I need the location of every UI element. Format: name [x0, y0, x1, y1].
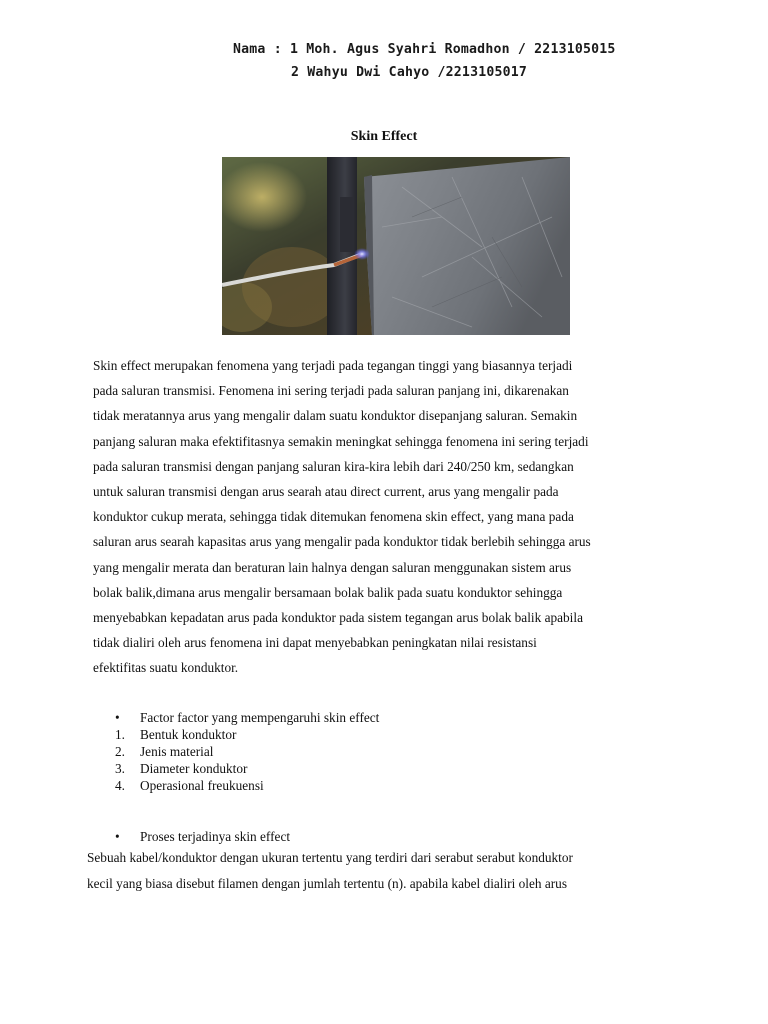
skin-effect-photo: [222, 157, 570, 335]
bullet-marker: •: [115, 829, 120, 844]
list-item-text: Jenis material: [140, 744, 214, 759]
factors-heading: Factor factor yang mempengaruhi skin effect: [140, 710, 380, 725]
paragraph-line: tidak dialiri oleh arus fenomena ini dapat menyebabkan peningkatan nilai resistansi: [93, 635, 537, 651]
author-line-2: 2 Wahyu Dwi Cahyo /2213105017: [291, 65, 528, 80]
body-paragraph: [93, 353, 693, 680]
paragraph-line: pada saluran transmisi. Fenomena ini sering terjadi pada saluran panjang ini, dikarenakan: [93, 383, 569, 399]
paragraph-line: kecil yang biasa disebut filamen dengan jumlah tertentu (n). apabila kabel dialiri oleh arus: [87, 876, 567, 891]
list-item-text: Operasional freukuensi: [140, 778, 264, 793]
paragraph-line: panjang saluran maka efektifitasnya semakin meningkat sehingga fenomena ini sering terjadi: [93, 433, 589, 449]
paragraph-line: bolak balik,dimana arus mengalir bersamaan bolak balik pada suatu konduktor sehingga: [93, 584, 563, 600]
list-item: [0, 743, 379, 760]
paragraph-line: yang mengalir merata dan beraturan lain halnya dengan saluran menggunakan sistem arus: [93, 559, 572, 575]
process-heading: Proses terjadinya skin effect: [140, 829, 291, 844]
process-list: [0, 828, 290, 845]
paragraph-line: untuk saluran transmisi dengan arus searah atau direct current, arus yang mengalir pada: [93, 483, 559, 499]
list-item-text: Diameter konduktor: [140, 761, 248, 776]
list-number: 1.: [115, 727, 125, 742]
list-number: 3.: [115, 761, 125, 776]
factors-heading-item: [0, 709, 379, 726]
list-item: [0, 760, 379, 777]
list-item: [0, 777, 379, 794]
list-item: [0, 726, 379, 743]
paragraph-line: efektifitas suatu konduktor.: [93, 660, 239, 676]
paragraph-line: tidak meratannya arus yang mengalir dalam suatu konduktor disepanjang saluran. Semakin: [93, 408, 578, 424]
paragraph-line: konduktor cukup merata, sehingga tidak ditemukan fenomena skin effect, yang mana pada: [93, 509, 574, 525]
list-number: 2.: [115, 744, 125, 759]
paragraph-line: pada saluran transmisi dengan panjang saluran kira-kira lebih dari 240/250 km, sedangkan: [93, 458, 574, 474]
process-paragraph: [87, 845, 727, 897]
list-item-text: Bentuk konduktor: [140, 727, 237, 742]
photo-graphic: [222, 157, 570, 335]
paragraph-line: menyebabkan kepadatan arus pada konduktor pada sistem tegangan arus bolak balik apabila: [93, 609, 583, 625]
bullet-marker: •: [115, 710, 120, 725]
list-number: 4.: [115, 778, 125, 793]
author-line-1: Nama : 1 Moh. Agus Syahri Romadhon / 2213105015: [233, 42, 616, 57]
paragraph-line: saluran arus searah kapasitas arus yang mengalir pada konduktor tidak berlebih sehingga arus: [93, 534, 591, 550]
document-title: Skin Effect: [350, 129, 418, 144]
process-heading-item: [0, 828, 290, 845]
paragraph-line: Skin effect merupakan fenomena yang terjadi pada tegangan tinggi yang biasannya terjadi: [93, 358, 573, 373]
factors-list: [0, 709, 379, 794]
paragraph-line: Sebuah kabel/konduktor dengan ukuran tertentu yang terdiri dari serabut serabut konduktor: [87, 850, 573, 865]
